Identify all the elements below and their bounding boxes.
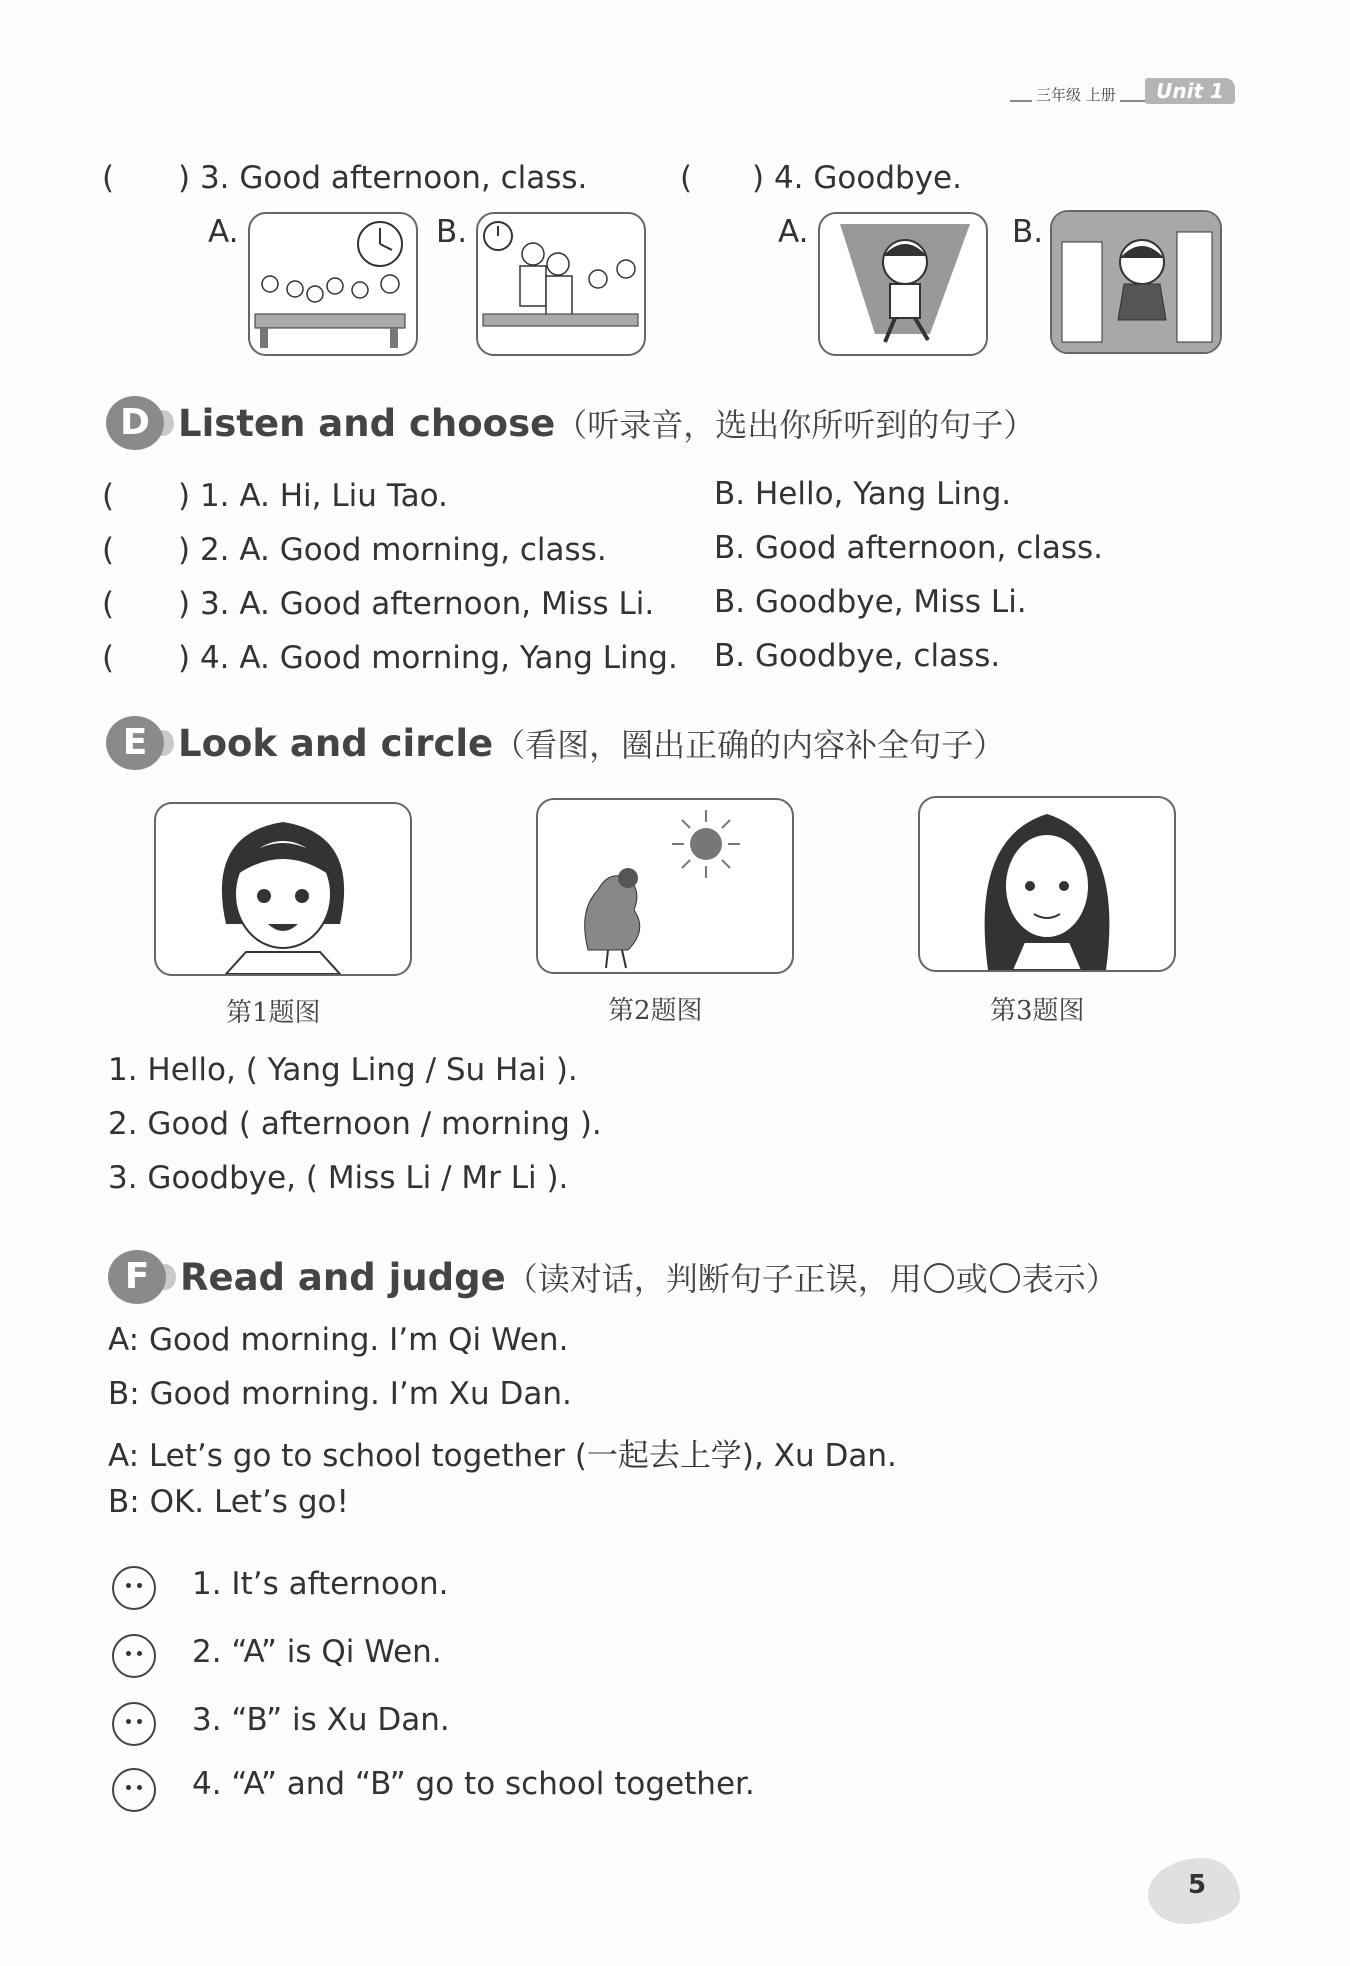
section-d-badge: D bbox=[106, 396, 164, 450]
answer-bracket-open: ( bbox=[102, 532, 115, 568]
picture-classroom-afternoon bbox=[248, 212, 418, 356]
picture-rooster-sunrise bbox=[536, 798, 794, 974]
girl-short-hair-illustration bbox=[156, 804, 410, 974]
f-statement-3: 3. “B” is Xu Dan. bbox=[192, 1702, 450, 1738]
option-b-label: B. bbox=[436, 214, 468, 250]
d-item-3-option-b: B. Goodbye, Miss Li. bbox=[714, 584, 1027, 620]
blank-face-icon bbox=[112, 1768, 156, 1812]
question-c4: ) 4. Goodbye. bbox=[752, 160, 962, 196]
section-e-heading bbox=[178, 720, 1005, 766]
dialogue-line-4: B: OK. Let’s go! bbox=[108, 1484, 349, 1520]
picture-girl-leaving bbox=[1050, 210, 1222, 354]
page-header bbox=[1010, 78, 1232, 110]
f-statement-2: 2. “A” is Qi Wen. bbox=[192, 1634, 442, 1670]
d-item-4-option-b: B. Goodbye, class. bbox=[714, 638, 1001, 674]
page-number: 5 bbox=[1188, 1870, 1207, 1900]
picture-boy-walking bbox=[818, 212, 988, 356]
classroom-greeting-illustration bbox=[478, 214, 644, 354]
d-item-2-option-a: ) 2. A. Good morning, class. bbox=[178, 532, 607, 568]
section-f-heading bbox=[180, 1254, 1118, 1300]
section-f-title: Read and judge bbox=[180, 1256, 506, 1299]
smiley-face-icon bbox=[924, 1263, 954, 1293]
e-item-1: 1. Hello, ( Yang Ling / Su Hai ). bbox=[108, 1052, 578, 1088]
section-e-instruction: （看图，圈出正确的内容补全句子） bbox=[493, 726, 1006, 764]
answer-bracket-open: ( bbox=[102, 160, 115, 196]
caption-picture-3: 第3题图 bbox=[990, 996, 1085, 1026]
section-f-instruction-3: 表示） bbox=[1021, 1260, 1118, 1298]
section-f-instruction-2: 或 bbox=[955, 1260, 988, 1298]
section-e-badge: E bbox=[106, 716, 164, 770]
blank-face-icon bbox=[112, 1702, 156, 1746]
sad-face-icon bbox=[990, 1263, 1020, 1293]
section-f-instruction-1: （读对话，判断句子正误，用 bbox=[505, 1260, 922, 1298]
answer-bracket-open: ( bbox=[102, 640, 115, 676]
e-item-2: 2. Good ( afternoon / morning ). bbox=[108, 1106, 602, 1142]
section-d-instruction: （听录音，选出你所听到的句子） bbox=[555, 406, 1036, 444]
caption-picture-2: 第2题图 bbox=[608, 996, 703, 1026]
f-statement-4: 4. “A” and “B” go to school together. bbox=[192, 1766, 755, 1802]
header-unit-badge: Unit 1 bbox=[1145, 78, 1235, 104]
section-f-badge: F bbox=[108, 1250, 166, 1304]
d-item-2-option-b: B. Good afternoon, class. bbox=[714, 530, 1103, 566]
d-item-1-option-a: ) 1. A. Hi, Liu Tao. bbox=[178, 478, 448, 514]
section-d-title: Listen and choose bbox=[178, 402, 556, 445]
classroom-illustration bbox=[250, 214, 416, 354]
option-b-label: B. bbox=[1012, 214, 1044, 250]
e-item-3: 3. Goodbye, ( Miss Li / Mr Li ). bbox=[108, 1160, 569, 1196]
section-e-title: Look and circle bbox=[178, 722, 494, 765]
option-a-label: A. bbox=[778, 214, 809, 250]
f-statement-1: 1. It’s afternoon. bbox=[192, 1566, 449, 1602]
picture-classroom-greeting bbox=[476, 212, 646, 356]
rooster-sun-illustration bbox=[538, 800, 792, 972]
caption-picture-1: 第1题图 bbox=[226, 998, 321, 1028]
d-item-4-option-a: ) 4. A. Good morning, Yang Ling. bbox=[178, 640, 678, 676]
d-item-1-option-b: B. Hello, Yang Ling. bbox=[714, 476, 1012, 512]
header-grade: 三年级 上册 bbox=[1032, 84, 1120, 105]
d-item-3-option-a: ) 3. A. Good afternoon, Miss Li. bbox=[178, 586, 655, 622]
woman-long-hair-illustration bbox=[920, 798, 1174, 970]
blank-face-icon bbox=[112, 1634, 156, 1678]
dialogue-line-1: A: Good morning. I’m Qi Wen. bbox=[108, 1322, 569, 1358]
answer-bracket-open: ( bbox=[680, 160, 693, 196]
picture-girl-short-hair bbox=[154, 802, 412, 976]
answer-bracket-open: ( bbox=[102, 478, 115, 514]
answer-bracket-open: ( bbox=[102, 586, 115, 622]
picture-woman-long-hair bbox=[918, 796, 1176, 972]
boy-illustration bbox=[820, 214, 986, 354]
option-a-label: A. bbox=[208, 214, 239, 250]
girl-illustration bbox=[1052, 212, 1220, 352]
section-d-heading bbox=[178, 400, 1035, 446]
question-c3: ) 3. Good afternoon, class. bbox=[178, 160, 588, 196]
dialogue-line-2: B: Good morning. I’m Xu Dan. bbox=[108, 1376, 572, 1412]
blank-face-icon bbox=[112, 1566, 156, 1610]
dialogue-line-3: A: Let’s go to school together (一起去上学), Xu Dan. bbox=[108, 1438, 897, 1474]
